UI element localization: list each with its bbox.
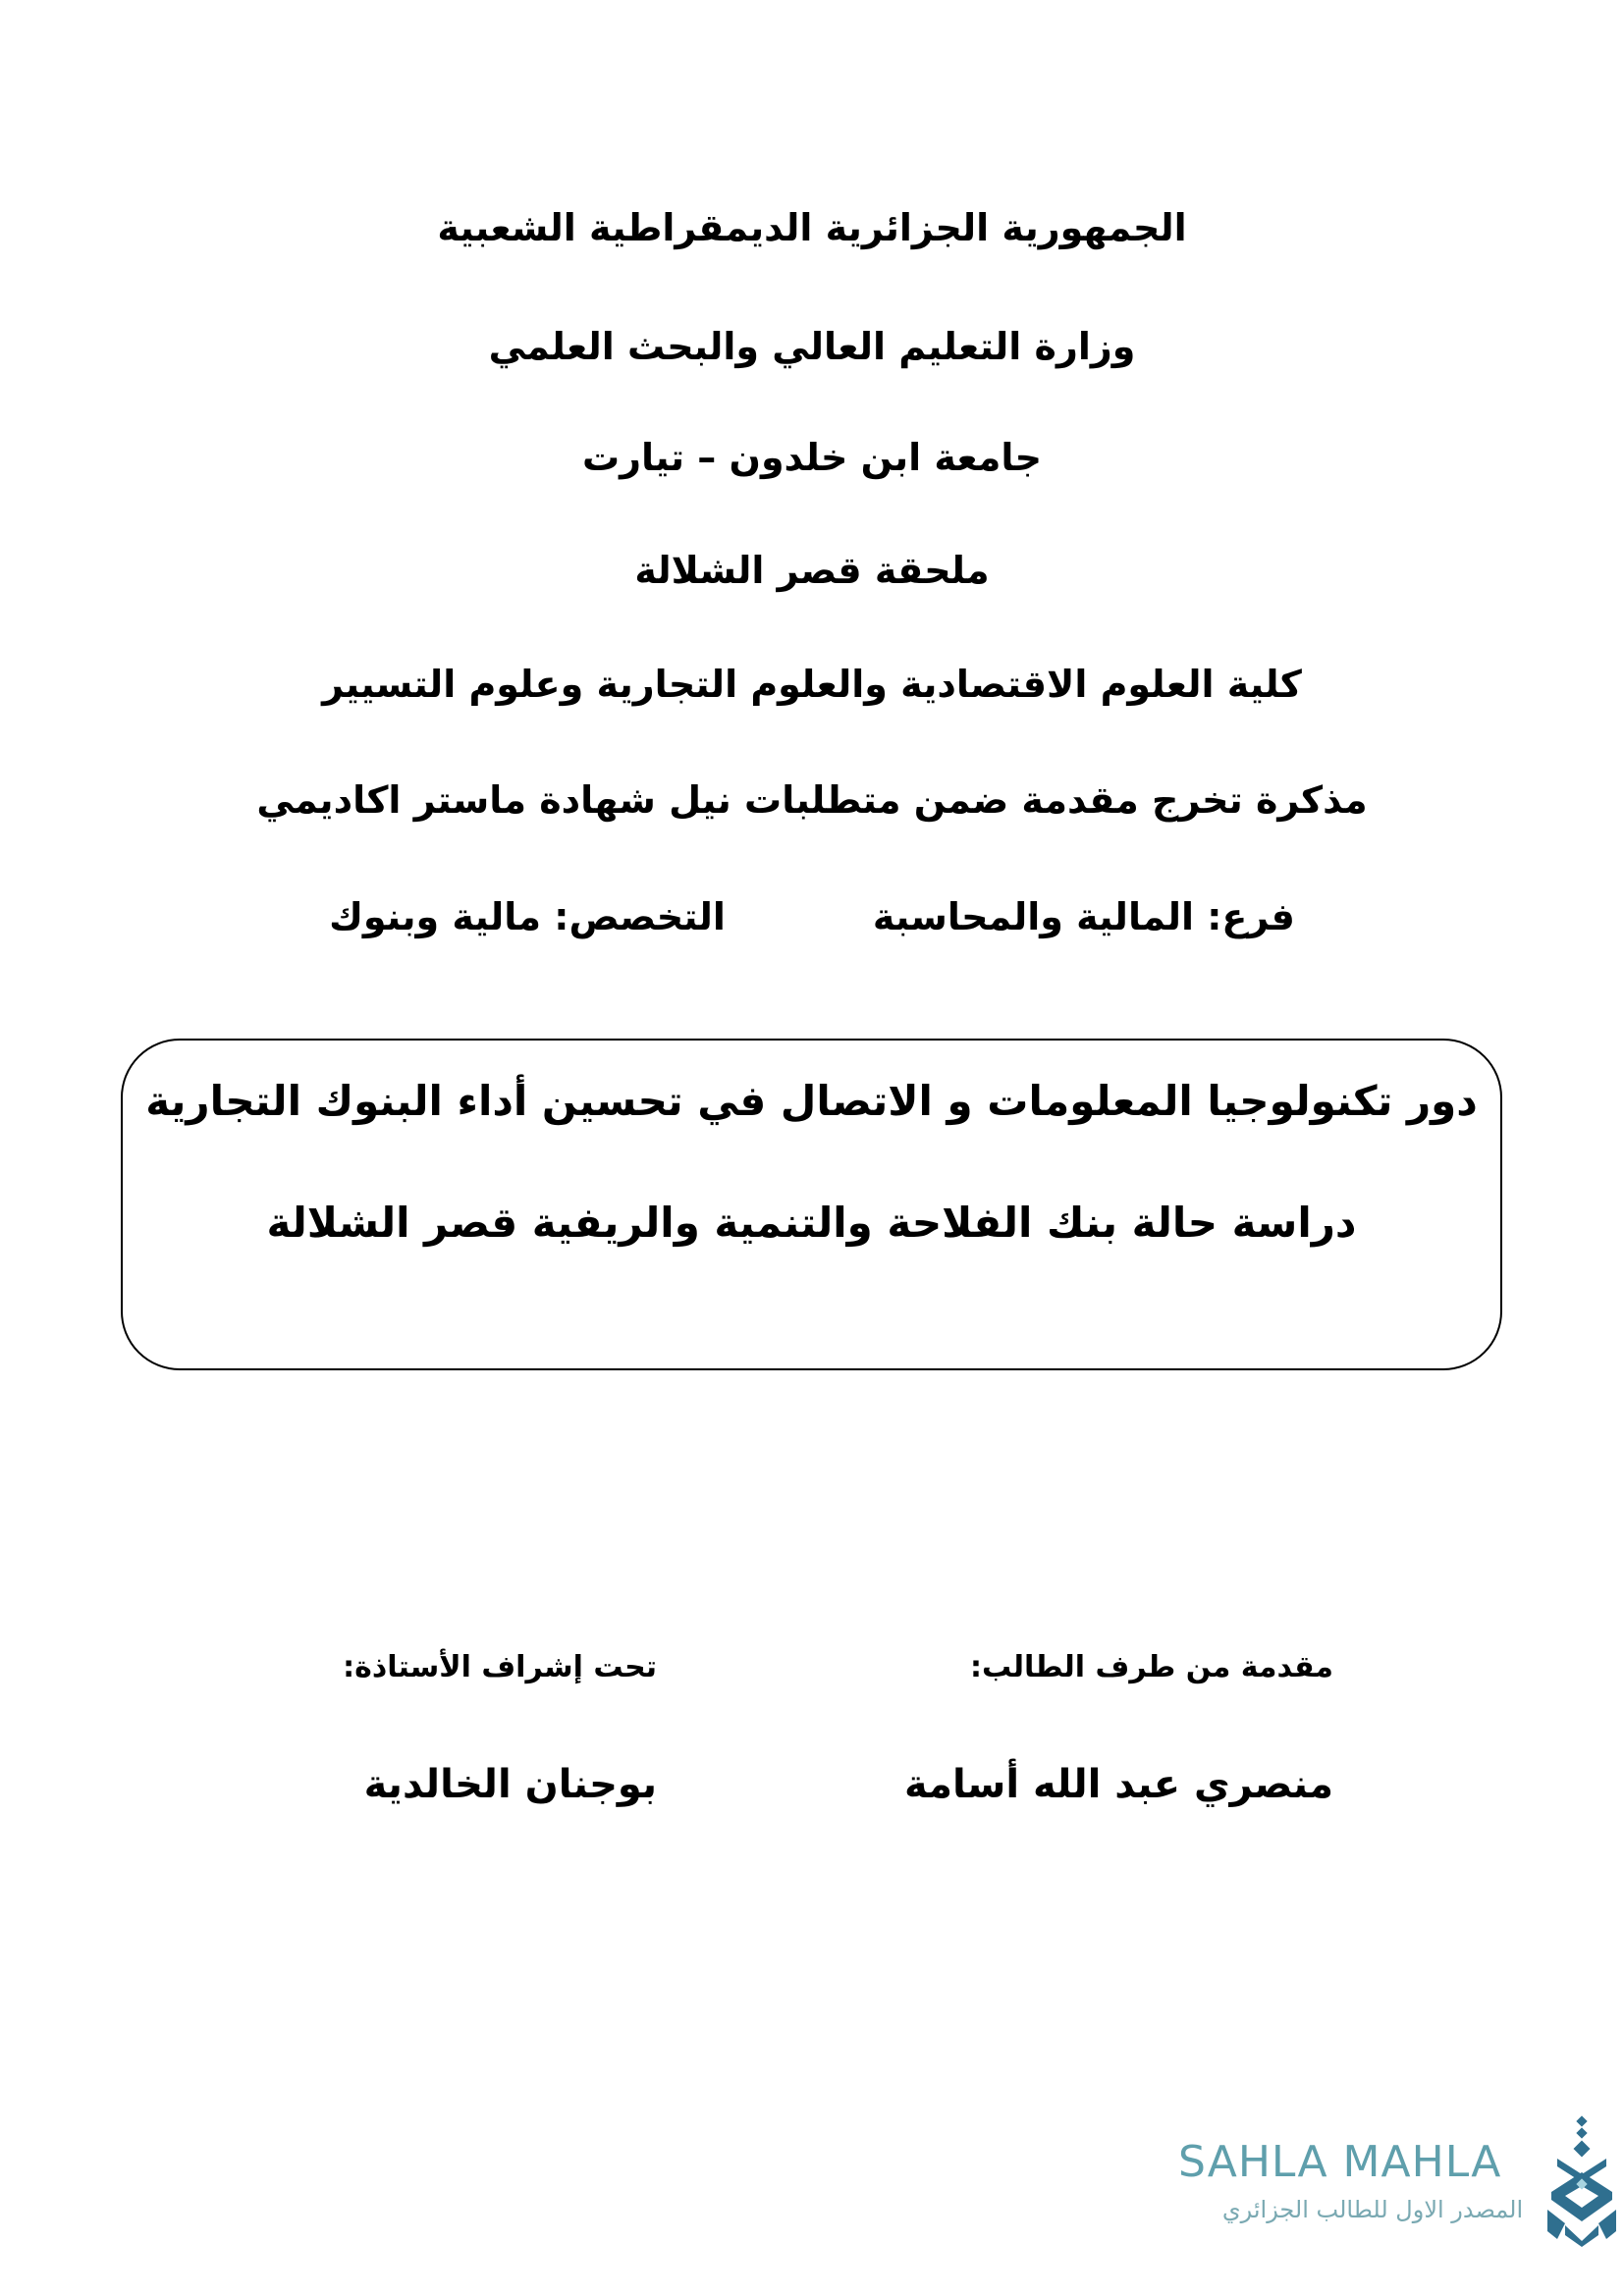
student-name: منصري عبد الله أسامة — [904, 1762, 1333, 1807]
logo-tagline: المصدر الاول للطالب الجزائري — [1221, 2196, 1524, 2223]
supervisor-name: بوجنان الخالدية — [363, 1762, 657, 1807]
student-label: مقدمة من طرف الطالب: — [970, 1650, 1333, 1684]
thesis-subtitle: دراسة حالة بنك الفلاحة والتنمية والريفية قصر الشلالة — [266, 1199, 1357, 1247]
branch-specialty-row — [0, 889, 1624, 944]
thesis-title-box — [121, 1039, 1502, 1370]
thesis-title: دور تكنولوجيا المعلومات و الاتصال في تحسين أداء البنوك التجارية — [145, 1077, 1478, 1125]
sahla-mahla-logo — [1178, 2115, 1620, 2263]
ministry-heading: وزارة التعليم العالي والبحث العلمي — [488, 325, 1136, 368]
country-heading: الجمهورية الجزائرية الديمقراطية الشعبية — [437, 206, 1187, 249]
calligraphy-emblem-icon — [1543, 2115, 1620, 2248]
supervisor-label: تحت إشراف الأستاذة: — [343, 1650, 657, 1684]
branch-label: فرع: المالية والمحاسبة — [872, 895, 1295, 938]
logo-wordmark: SAHLA MAHLA — [1178, 2137, 1502, 2187]
annex-heading: ملحقة قصر الشلالة — [634, 549, 990, 592]
thesis-type-heading: مذكرة تخرج مقدمة ضمن متطلبات نيل شهادة ماستر اكاديمي — [256, 778, 1368, 822]
faculty-heading: كلية العلوم الاقتصادية والعلوم التجارية وعلوم التسيير — [322, 663, 1302, 706]
specialty-label: التخصص: مالية وبنوك — [329, 895, 726, 938]
university-heading: جامعة ابن خلدون – تيارت — [581, 436, 1043, 479]
